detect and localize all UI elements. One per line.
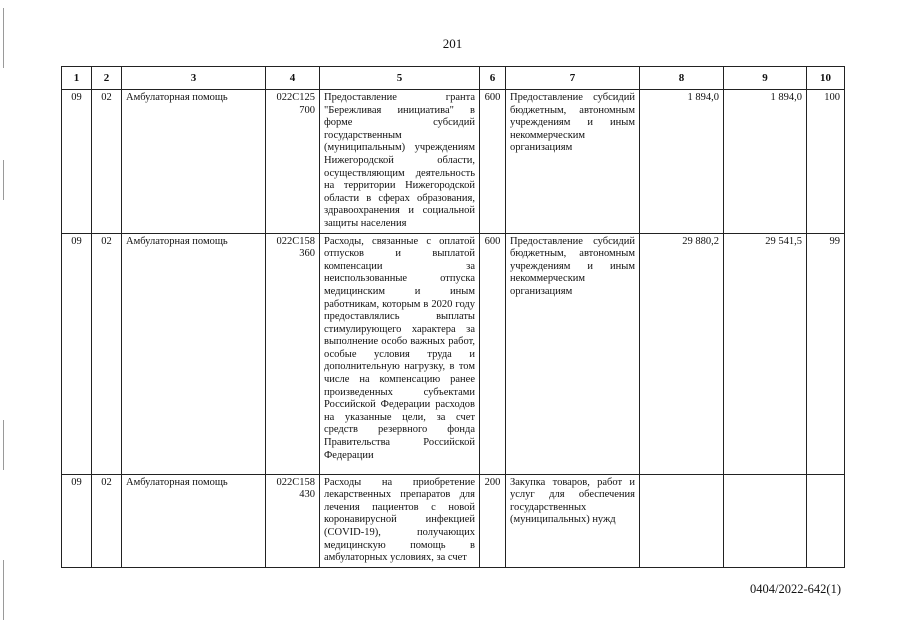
execution-percent-cell bbox=[807, 474, 845, 567]
subsection-code-cell: 02 bbox=[92, 474, 122, 567]
table-row bbox=[62, 474, 845, 567]
section-name-cell: Амбулаторная помощь bbox=[122, 233, 266, 474]
column-header: 4 bbox=[266, 67, 320, 90]
planned-amount-cell: 1 894,0 bbox=[640, 90, 724, 234]
table-row bbox=[62, 233, 845, 474]
article-name-cell: Предоставление гранта "Бережливая инициатива" в форме субсидий государственным (муниципальным) учреждениям Нижегородской области, осуществляющим деятельность на территории Нижегородской области в сферах образования, здравоохранения и социальной защиты населения bbox=[320, 90, 480, 234]
column-header: 7 bbox=[506, 67, 640, 90]
column-header: 9 bbox=[724, 67, 807, 90]
table-row bbox=[62, 90, 845, 234]
scan-edge-mark bbox=[3, 420, 4, 470]
target-article-cell: 022C158 430 bbox=[266, 474, 320, 567]
expense-type-code-cell: 600 bbox=[480, 233, 506, 474]
article-name-cell: Расходы на приобретение лекарственных препаратов для лечения пациентов с новой коронавирусной инфекцией (COVID-19), получающих медицинскую помощь в амбулаторных условиях, за счет bbox=[320, 474, 480, 567]
expense-type-name-cell: Предоставление субсидий бюджетным, автономным учреждениям и иным некоммерческим организациям bbox=[506, 90, 640, 234]
planned-amount-cell: 29 880,2 bbox=[640, 233, 724, 474]
article-name-cell: Расходы, связанные с оплатой отпусков и выплатой компенсации за неиспользованные отпуска медицинским и иным работникам, которым в 2020 году предоставлялись выплаты стимулирующего характера за выполнение особо важных работ, особые условия труда и дополнительную нагрузку, в том числе на компенсацию ранее произведенных субъектами Российской Федерации расходов на указанные цели, за счет средств резервного фонда Правительства Российской Федерации bbox=[320, 233, 480, 474]
table-header-row bbox=[62, 67, 845, 90]
expense-type-code-cell: 200 bbox=[480, 474, 506, 567]
scan-edge-mark bbox=[3, 560, 4, 620]
executed-amount-cell: 1 894,0 bbox=[724, 90, 807, 234]
section-code-cell: 09 bbox=[62, 233, 92, 474]
target-article-cell: 022C158 360 bbox=[266, 233, 320, 474]
section-name-cell: Амбулаторная помощь bbox=[122, 90, 266, 234]
column-header: 10 bbox=[807, 67, 845, 90]
column-header: 2 bbox=[92, 67, 122, 90]
section-code-cell: 09 bbox=[62, 90, 92, 234]
expense-type-code-cell: 600 bbox=[480, 90, 506, 234]
target-article-cell: 022C125 700 bbox=[266, 90, 320, 234]
expense-type-name-cell: Закупка товаров, работ и услуг для обеспечения государственных (муниципальных) нужд bbox=[506, 474, 640, 567]
executed-amount-cell bbox=[724, 474, 807, 567]
page-number: 201 bbox=[442, 36, 463, 51]
section-code-cell: 09 bbox=[62, 474, 92, 567]
column-header: 8 bbox=[640, 67, 724, 90]
budget-table bbox=[61, 66, 845, 568]
section-name-cell: Амбулаторная помощь bbox=[122, 474, 266, 567]
execution-percent-cell: 99 bbox=[807, 233, 845, 474]
subsection-code-cell: 02 bbox=[92, 90, 122, 234]
column-header: 6 bbox=[480, 67, 506, 90]
column-header: 5 bbox=[320, 67, 480, 90]
execution-percent-cell: 100 bbox=[807, 90, 845, 234]
document-code: 0404/2022-642(1) bbox=[750, 582, 841, 596]
expense-type-name-cell: Предоставление субсидий бюджетным, автономным учреждениям и иным некоммерческим организациям bbox=[506, 233, 640, 474]
column-header: 1 bbox=[62, 67, 92, 90]
scan-edge-mark bbox=[3, 160, 4, 200]
subsection-code-cell: 02 bbox=[92, 233, 122, 474]
executed-amount-cell: 29 541,5 bbox=[724, 233, 807, 474]
planned-amount-cell bbox=[640, 474, 724, 567]
column-header: 3 bbox=[122, 67, 266, 90]
